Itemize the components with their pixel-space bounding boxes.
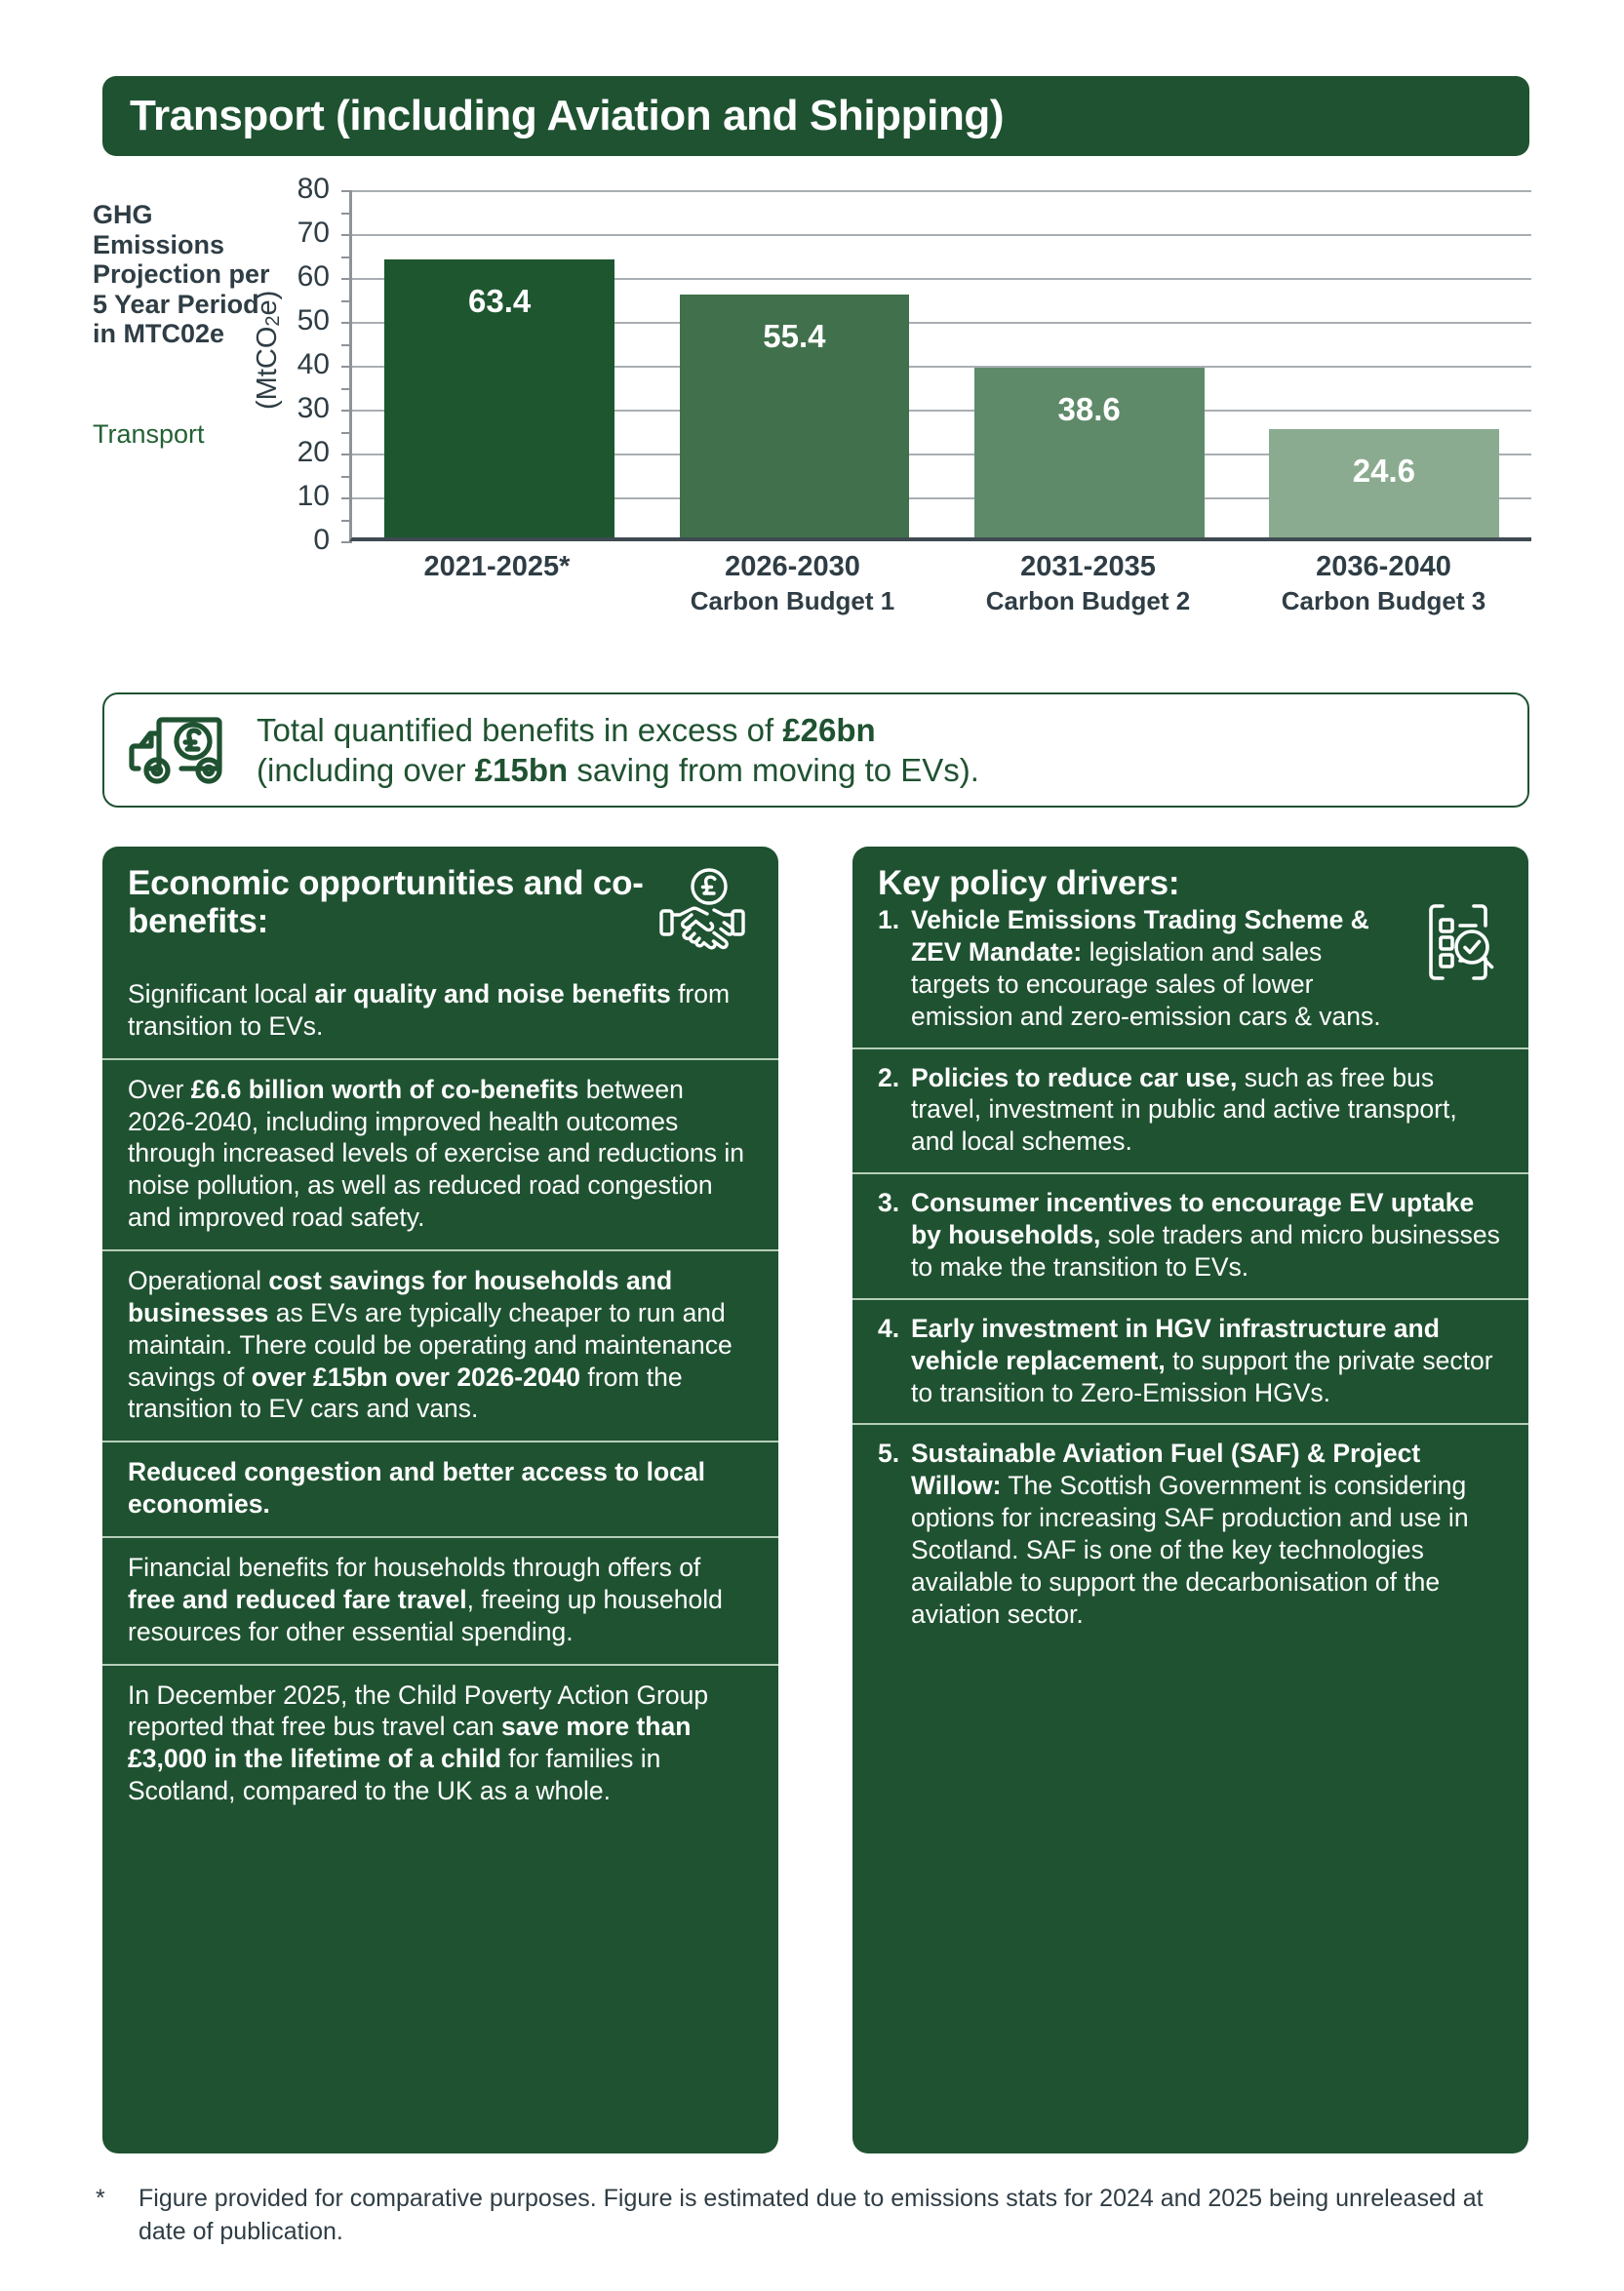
y-axis-tick	[341, 497, 352, 499]
bar-cell	[352, 190, 647, 537]
y-axis-tick	[341, 410, 352, 412]
emphasis-text: air quality and noise benefits	[314, 979, 671, 1008]
y-axis-minor-tick	[341, 476, 352, 478]
list-item	[102, 1536, 778, 1664]
emissions-chart	[0, 173, 1624, 658]
body-text: for families in Scotland, compared to the UK as a whole.	[128, 1744, 661, 1806]
y-axis-tick	[341, 190, 352, 192]
numbered-list-item	[852, 1047, 1528, 1173]
list-item	[102, 1441, 778, 1536]
list-item-text	[911, 1438, 1503, 1630]
body-text: to support the private sector to transition to Zero-Emission HGVs.	[911, 1345, 1493, 1407]
list-item	[102, 1664, 778, 1823]
list-item	[102, 974, 778, 1058]
callout-text	[251, 710, 979, 791]
y-axis-tick	[341, 234, 352, 236]
x-axis-budget-label: Carbon Budget 3	[1281, 586, 1486, 616]
y-axis-title-sub: 2	[262, 315, 284, 327]
chart-side-label: GHG Emissions Projection per 5 Year Period in MTC02e	[93, 200, 270, 348]
callout-line1-a: Total quantified benefits in excess of	[257, 711, 783, 748]
x-axis-label-group	[645, 549, 940, 618]
x-axis-period-label: 2031-2035	[1020, 551, 1156, 582]
body-text: The Scottish Government is considering options for increasing SAF production and use in Scotland. SAF is one of the key technologies available to support the decarbonisation of the aviation sector.	[911, 1471, 1469, 1629]
emphasis-text: Policies to reduce car use,	[911, 1062, 1238, 1092]
body-text: as EVs are typically cheaper to run and maintain. There could be operating and maintenance savings of	[128, 1297, 733, 1392]
page-title-banner	[102, 76, 1529, 156]
left-panel-heading: Economic opportunities and co-benefits:	[128, 864, 644, 941]
numbered-list-item	[852, 1298, 1528, 1424]
numbered-list-item	[852, 1172, 1528, 1298]
body-text: legislation and sales targets to encourage sales of lower emission and zero-emission cars & vans.	[911, 937, 1381, 1031]
delivery-truck-pound-icon	[104, 712, 251, 788]
x-axis-budget-label: Carbon Budget 2	[985, 586, 1191, 616]
emphasis-text: save more than £3,000 in the lifetime of a child	[128, 1712, 692, 1774]
plot-area	[349, 190, 1531, 541]
bar-cell	[647, 190, 941, 537]
emphasis-text: Early investment in HGV infrastructure and vehicle replacement,	[911, 1313, 1440, 1375]
left-panel-items	[102, 974, 778, 1823]
y-axis-tick-label: 0	[313, 524, 330, 556]
body-text: from the transition to EV cars and vans.	[128, 1362, 683, 1424]
right-panel-heading: Key policy drivers:	[878, 864, 1180, 902]
y-axis-minor-tick	[341, 432, 352, 434]
clipboard-checklist-magnifier-icon	[1413, 898, 1503, 993]
left-panel-header	[102, 847, 778, 974]
list-item-number: 5.	[878, 1439, 900, 1469]
emphasis-text: over £15bn over 2026-2040	[251, 1362, 581, 1392]
list-item-number: 2.	[878, 1062, 900, 1092]
plot-wrapper	[293, 173, 1531, 600]
list-item-number: 1.	[878, 905, 900, 935]
body-text: Over	[128, 1074, 191, 1104]
emphasis-text: Consumer incentives to encourage EV uptake by households,	[911, 1188, 1475, 1250]
x-axis-labels	[349, 549, 1531, 618]
y-axis-tick	[341, 541, 352, 543]
list-item	[102, 1249, 778, 1441]
x-axis-period-label: 2021-2025*	[423, 551, 571, 582]
key-policy-drivers-panel	[852, 847, 1528, 2153]
right-panel-header	[852, 847, 1528, 902]
numbered-list-item	[852, 1423, 1528, 1644]
x-axis-label-group	[349, 549, 645, 618]
economic-opportunities-panel	[102, 847, 778, 2153]
list-item-text	[911, 1187, 1503, 1284]
x-axis-period-label: 2026-2030	[725, 551, 860, 582]
bar-value-label: 55.4	[763, 317, 826, 354]
total-benefits-callout	[102, 692, 1529, 808]
body-text: sole traders and micro businesses to make the transition to EVs.	[911, 1220, 1500, 1282]
page-title: Transport (including Aviation and Shipping)	[130, 92, 1005, 139]
x-axis-period-label: 2036-2040	[1316, 551, 1451, 582]
list-item-text	[911, 1062, 1503, 1159]
y-axis-minor-tick	[341, 257, 352, 258]
callout-line2-a: (including over	[257, 752, 475, 788]
y-axis-tick-label: 50	[297, 304, 330, 336]
emphasis-text: cost savings for households and businesses	[128, 1266, 673, 1327]
y-axis-minor-tick	[341, 213, 352, 215]
y-axis-title-prefix: (MtCO	[252, 326, 283, 410]
body-text: such as free bus travel, investment in public and active transport, and local schemes.	[911, 1062, 1457, 1157]
y-axis-minor-tick	[341, 520, 352, 522]
y-axis-tick-label: 60	[297, 260, 330, 293]
bar-value-label: 63.4	[468, 282, 532, 319]
callout-line2-amount: £15bn	[474, 752, 569, 788]
body-text: between 2026-2040, including improved health outcomes through increased levels of exercise and reductions in noise pollution, as well as reduced road congestion and improved road safety.	[128, 1074, 744, 1233]
bar-cell	[942, 190, 1237, 537]
bar-cell	[1237, 190, 1531, 537]
callout-line-1	[257, 710, 979, 750]
body-text: Operational	[128, 1266, 269, 1296]
body-text: Significant local	[128, 979, 315, 1008]
y-axis-minor-tick	[341, 388, 352, 390]
list-item-text	[911, 1313, 1503, 1409]
y-axis-minor-tick	[341, 300, 352, 302]
y-axis-tick-label: 30	[297, 392, 330, 424]
y-axis-tick-label: 10	[297, 480, 330, 512]
callout-line1-amount: £26bn	[782, 711, 876, 748]
footnote-text: Figure provided for comparative purposes. Figure is estimated due to emissions stats for 2024 and 2025 being unreleased at date of publication.	[139, 2185, 1484, 2245]
y-axis-tick	[341, 454, 352, 455]
bar-series	[352, 190, 1531, 537]
y-axis-tick	[341, 322, 352, 324]
x-axis-budget-label: Carbon Budget 1	[690, 586, 895, 616]
body-text: In December 2025, the Child Poverty Action Group reported that free bus travel can	[128, 1679, 709, 1742]
bar-value-label: 24.6	[1352, 453, 1415, 490]
callout-line-2	[257, 750, 979, 790]
x-axis-label-group	[940, 549, 1236, 618]
x-axis-label-group	[1236, 549, 1531, 618]
bar	[680, 295, 910, 537]
bar-value-label: 38.6	[1057, 391, 1121, 428]
list-item-number: 4.	[878, 1313, 900, 1343]
bar	[1269, 429, 1499, 537]
handshake-pound-icon	[655, 864, 753, 959]
emphasis-text: Vehicle Emissions Trading Scheme & ZEV Mandate:	[911, 905, 1369, 968]
footnote	[96, 2183, 1529, 2249]
chart-sector-label: Transport	[93, 419, 205, 449]
bar	[974, 368, 1205, 537]
y-axis-tick-label: 20	[297, 436, 330, 468]
y-axis-tick-label: 40	[297, 348, 330, 380]
y-axis-title-suffix: e)	[252, 290, 283, 316]
y-axis-tick-label: 80	[297, 173, 330, 205]
body-text: , freeing up household resources for other essential spending.	[128, 1584, 723, 1646]
footnote-marker: *	[96, 2185, 105, 2212]
y-axis-tick	[341, 366, 352, 368]
list-item	[102, 1058, 778, 1249]
body-text: Financial benefits for households through offers of	[128, 1553, 701, 1583]
y-axis-minor-tick	[341, 344, 352, 346]
y-axis-tick	[341, 278, 352, 280]
list-item-number: 3.	[878, 1188, 900, 1218]
callout-line2-c: saving from moving to EVs).	[568, 752, 979, 788]
body-text: from transition to EVs.	[128, 979, 731, 1041]
y-axis-tick-label: 70	[297, 217, 330, 249]
emphasis-text: free and reduced fare travel	[128, 1584, 467, 1614]
emphasis-text: Sustainable Aviation Fuel (SAF) & Project Willow:	[911, 1439, 1421, 1501]
emphasis-text: £6.6 billion worth of co-benefits	[190, 1074, 579, 1104]
emphasis-text: Reduced congestion and better access to local economies.	[128, 1457, 705, 1520]
right-panel-items	[852, 902, 1528, 1644]
bar	[384, 259, 614, 537]
